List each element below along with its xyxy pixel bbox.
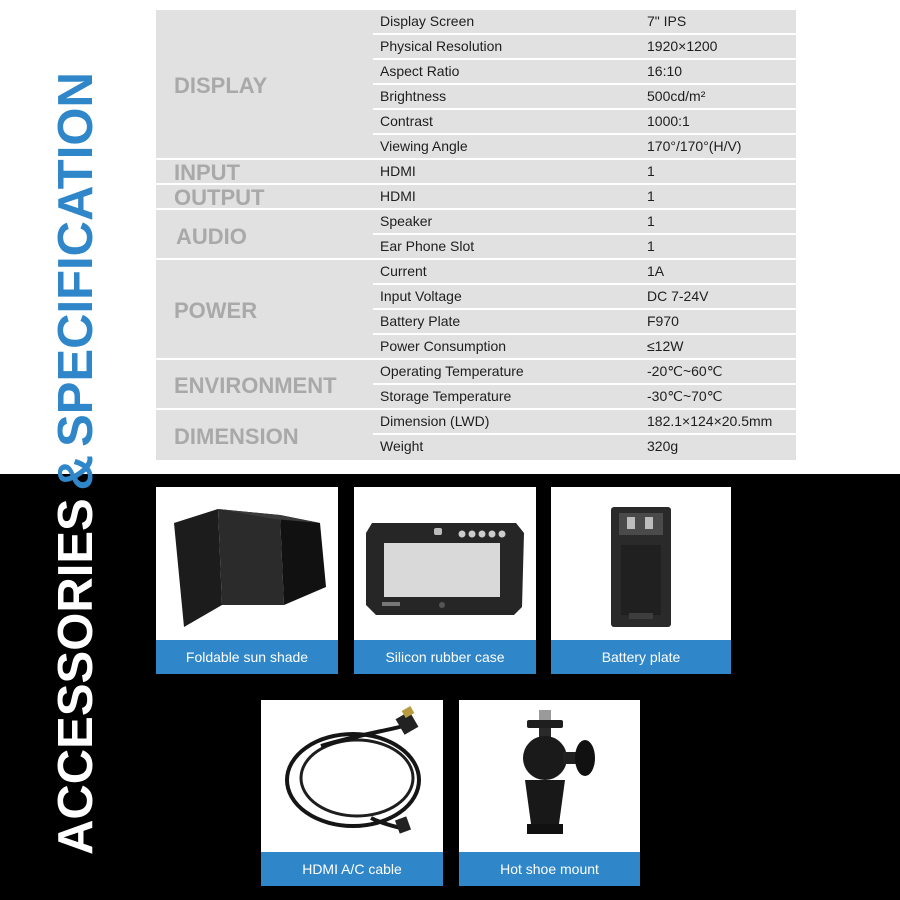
spec-row [373,110,796,135]
spec-key: Battery Plate [380,313,461,329]
spec-row [373,85,796,110]
spec-value: F970 [647,313,679,329]
spec-key: HDMI [380,163,416,179]
side-title [46,25,106,855]
spec-value: 1920×1200 [647,38,718,54]
spec-value: 1A [647,263,665,279]
spec-row [373,410,796,435]
accessory-caption: Hot shoe mount [459,852,640,886]
spec-value: -20℃~60℃ [647,363,723,379]
spec-row [373,260,796,285]
spec-group-power: POWER [156,260,373,360]
spec-value: 7" IPS [647,13,687,29]
spec-key: Physical Resolution [380,38,503,54]
spec-row [373,235,796,260]
side-title-ampersand: & [49,454,103,491]
spec-row [373,385,796,410]
accessory-card-hdmi-cable [261,700,443,886]
spec-key: HDMI [380,188,416,204]
spec-key: Viewing Angle [380,138,468,154]
spec-value: 500cd/m² [647,88,706,104]
spec-key: Display Screen [380,13,475,29]
spec-group-environment: ENVIRONMENT [156,360,373,410]
spec-group-output: OUTPUT [156,185,373,210]
accessory-caption: Silicon rubber case [354,640,536,674]
accessory-caption: Foldable sun shade [156,640,338,674]
spec-key: Dimension (LWD) [380,413,490,429]
hdmi-cable-image [261,700,443,852]
spec-value: 1000:1 [647,113,690,129]
spec-row [373,10,796,35]
spec-row [373,135,796,160]
battery-plate-image [551,487,731,640]
spec-row [373,435,796,460]
spec-row [373,60,796,85]
spec-group-input: INPUT [156,160,373,185]
spec-value: -30℃~70℃ [647,388,723,404]
spec-value: 1 [647,188,655,204]
accessory-card-rubber-case [354,487,536,674]
spec-row [373,35,796,60]
spec-key: Weight [380,438,424,454]
spec-key: Aspect Ratio [380,63,460,79]
spec-key: Storage Temperature [380,388,512,404]
spec-value: 320g [647,438,679,454]
spec-value: 1 [647,238,655,254]
spec-value: 1 [647,163,655,179]
spec-row [373,160,796,185]
spec-value: 170°/170°(H/V) [647,138,742,154]
hot-shoe-mount-image [459,700,640,852]
spec-value: 1 [647,213,655,229]
side-title-accessories: ACCESSORIES [49,498,103,855]
side-title-specification: SPECIFICATION [49,72,103,447]
accessory-card-battery-plate [551,487,731,674]
accessory-caption: HDMI A/C cable [261,852,443,886]
spec-row [373,185,796,210]
spec-key: Speaker [380,213,433,229]
accessory-caption: Battery plate [551,640,731,674]
spec-key: Current [380,263,427,279]
spec-row [373,210,796,235]
spec-key: Contrast [380,113,433,129]
spec-group-dimension: DIMENSION [174,424,299,449]
spec-group-audio: AUDIO [156,210,373,260]
spec-key: Operating Temperature [380,363,524,379]
specification-table [156,10,796,460]
spec-value: 16:10 [647,63,683,79]
spec-key: Ear Phone Slot [380,238,475,254]
spec-value: ≤12W [647,338,684,354]
spec-row [373,310,796,335]
rubber-case-image [354,487,536,640]
spec-row [373,360,796,385]
spec-key: Power Consumption [380,338,507,354]
spec-group-display: DISPLAY [156,10,373,160]
spec-key: Input Voltage [380,288,462,304]
accessory-card-hot-shoe-mount [459,700,640,886]
spec-row [373,285,796,310]
spec-row [373,335,796,360]
spec-value: DC 7-24V [647,288,709,304]
spec-value: 182.1×124×20.5mm [647,413,773,429]
sun-shade-image [156,487,338,640]
accessory-card-sun-shade [156,487,338,674]
spec-key: Brightness [380,88,447,104]
